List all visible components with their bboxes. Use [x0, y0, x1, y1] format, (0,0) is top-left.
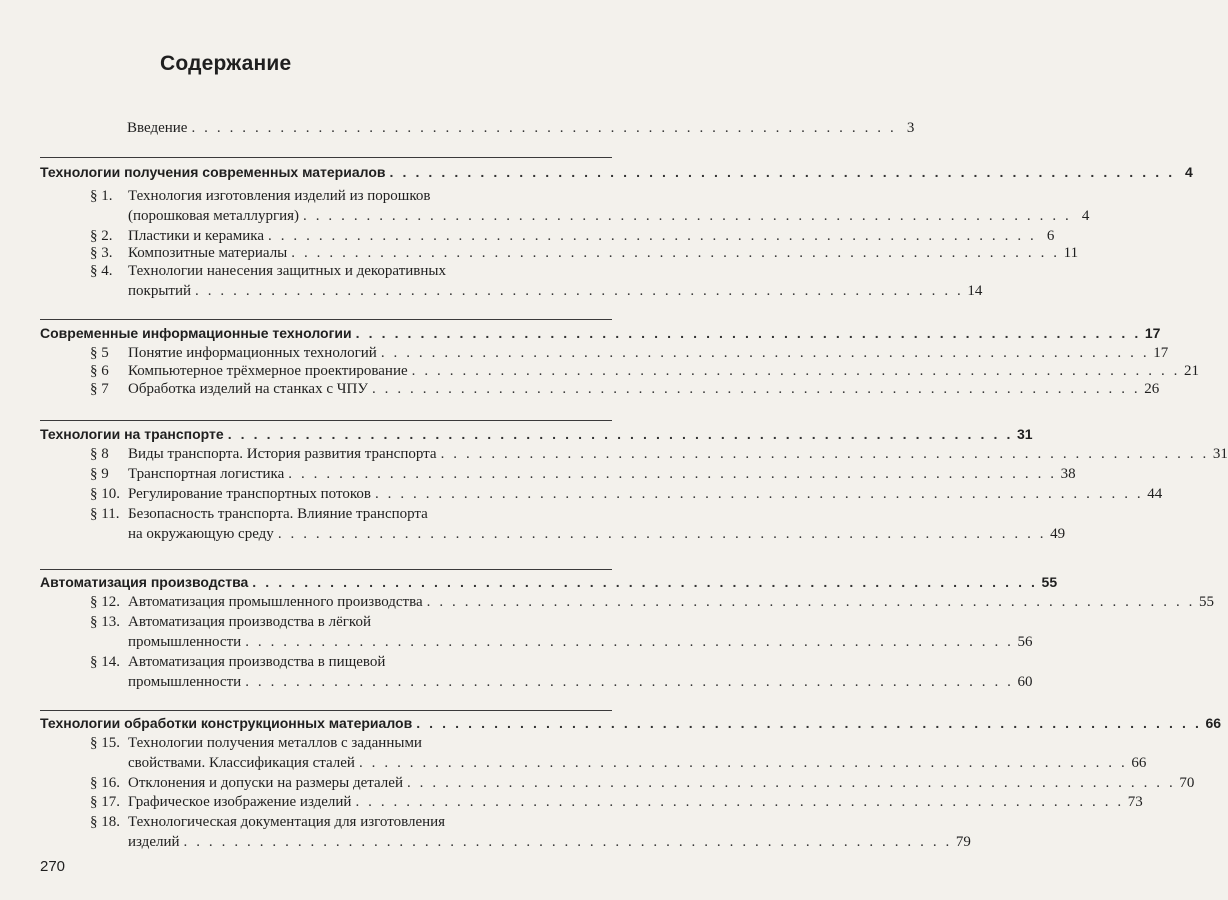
entry-page: 31	[1212, 446, 1228, 462]
section-title: Технологии на транспорте	[40, 426, 224, 442]
paragraph-number: § 14.	[90, 654, 120, 670]
entry-text: Транспортная логистика	[128, 466, 285, 482]
leader-dots: . . . . . . . . . . . . . . . . . . . . . . . . . . . . . . . . . . . . . . . . . . . . . . . . . . . . . . . . . . . . .	[291, 245, 1060, 261]
entry-line	[128, 832, 971, 852]
section-rule	[40, 319, 612, 320]
leader-dots: . . . . . . . . . . . . . . . . . . . . . . . . . . . . . . . . . . . . . . . . . . . . . . . . . . . . . . . . . . . . .	[277, 526, 1047, 542]
entry-text: Композитные материалы	[128, 245, 288, 261]
entry-line	[128, 733, 422, 753]
section-page: 55	[1041, 574, 1058, 590]
entry-text: Технологии получения металлов с заданными	[128, 735, 422, 751]
section-page: 31	[1016, 426, 1033, 442]
paragraph-number: § 8	[90, 446, 109, 462]
entry-page: 60	[1017, 674, 1033, 690]
section-page: 4	[1184, 164, 1193, 180]
entry-line	[128, 261, 446, 281]
entry-line	[128, 632, 1033, 652]
entry-page: 26	[1144, 381, 1160, 397]
section-page: 17	[1144, 325, 1161, 341]
leader-dots: . . . . . . . . . . . . . . . . . . . . . . . . . . . . . . . . . . . . . . . . . . . . . . . . . . . . . . . . . . . . .	[374, 486, 1144, 502]
entry-line	[128, 753, 1147, 773]
entry-line	[128, 812, 445, 832]
entry-text: свойствами. Классификация сталей	[128, 755, 355, 771]
entry-text: промышленности	[128, 634, 242, 650]
leader-dots: . . . . . . . . . . . . . . . . . . . . . . . . . . . . . . . . . . . . . . . . . . . . . . . . . . . . . . . . . . . . .	[440, 446, 1209, 462]
section-rule	[40, 569, 612, 570]
entry-line	[128, 444, 1228, 464]
section-rule	[40, 710, 612, 711]
entry-line	[128, 186, 430, 206]
entry-text: на окружающую среду	[128, 526, 274, 542]
leader-dots: . . . . . . . . . . . . . . . . . . . . . . . . . . . . . . . . . . . . . . . . . . . . . . . . . . . . . . . . . . . . .	[268, 228, 1037, 244]
entry-line	[128, 361, 1199, 381]
entry-line	[128, 281, 983, 301]
entry-line	[128, 612, 371, 632]
entry-text: (порошковая металлургия)	[128, 208, 300, 224]
entry-page: 17	[1153, 345, 1169, 361]
entry-page: 38	[1060, 466, 1076, 482]
entry-line	[128, 379, 1160, 399]
paragraph-number: § 18.	[90, 814, 120, 830]
section-page: 66	[1205, 715, 1222, 731]
section-heading	[40, 572, 1058, 592]
section-title: Технологии обработки конструкционных материалов	[40, 715, 413, 731]
paragraph-number: § 17.	[90, 794, 120, 810]
leader-dots: . . . . . . . . . . . . . . . . . . . . . . . . . . . . . . . . . . . . . . . . . . . . . . . . . . . . . . . . . . . . .	[371, 381, 1141, 397]
leader-dots: . . . . . . . . . . . . . . . . . . . . . . . . . . . . . . . . . . . . . . . . . . . . . . . . . . . . . . . . . . . . .	[183, 834, 952, 850]
entry-text: промышленности	[128, 674, 242, 690]
entry-page: 21	[1184, 363, 1199, 379]
toc-entry-intro	[127, 118, 915, 138]
paragraph-number: § 7	[90, 381, 109, 397]
entry-text: Автоматизация производства в пищевой	[128, 654, 386, 670]
paragraph-number: § 9	[90, 466, 109, 482]
section-title: Автоматизация производства	[40, 574, 249, 590]
entry-line	[128, 243, 1079, 263]
entry-text: Безопасность транспорта. Влияние транспорта	[128, 506, 428, 522]
entry-page: 55	[1199, 594, 1215, 610]
paragraph-number: § 10.	[90, 486, 120, 502]
entry-line	[128, 672, 1033, 692]
leader-dots: . . . . . . . . . . . . . . . . . . . . . . . . . . . . . . . . . . . . . . . . . . . . . . . . . . . . . . . . . . . . .	[355, 794, 1124, 810]
paragraph-number: § 11.	[90, 506, 120, 522]
entry-line	[128, 206, 1090, 226]
leader-dots: . . . . . . . . . . . . . . . . . . . . . . . . . . . . . . . . . . . . . . . . . . . . . . . . . . . . . . . . . . . . .	[245, 634, 1014, 650]
entry-page: 66	[1131, 755, 1147, 771]
entry-page: 44	[1147, 486, 1163, 502]
entry-text: Введение	[127, 120, 188, 136]
entry-text: Пластики и керамика	[128, 228, 265, 244]
section-title: Технологии получения современных материалов	[40, 164, 386, 180]
entry-text: Технологии нанесения защитных и декоративных	[128, 263, 446, 279]
entry-line	[128, 524, 1066, 544]
section-heading	[40, 713, 1222, 733]
paragraph-number: § 1.	[90, 188, 113, 204]
section-rule	[40, 420, 612, 421]
leader-dots: . . . . . . . . . . . . . . . . . . . . . . . . . . . . . . . . . . . . . . . . . . . . . . . . . . . . . . . . . . . . .	[288, 466, 1057, 482]
entry-text: Компьютерное трёхмерное проектирование	[128, 363, 408, 379]
entry-text: изделий	[128, 834, 180, 850]
entry-text: Технологическая документация для изготовления	[128, 814, 446, 830]
leader-dots: . . . . . . . . . . . . . . . . . . . . . . . . . . . . . . . . . . . . . . . . . . . . . . . . . . . . . . . . . . . . .	[355, 325, 1141, 341]
entry-page: 3	[906, 120, 915, 136]
paragraph-number: § 15.	[90, 735, 120, 751]
paragraph-number: § 6	[90, 363, 109, 379]
leader-dots: . . . . . . . . . . . . . . . . . . . . . . . . . . . . . . . . . . . . . . . . . . . . . . . . . . . . . . . . . . . . .	[416, 715, 1202, 731]
entry-line	[128, 484, 1163, 504]
page-title: Содержание	[160, 52, 292, 75]
entry-page: 70	[1179, 775, 1195, 791]
paragraph-number: § 2.	[90, 228, 113, 244]
leader-dots: . . . . . . . . . . . . . . . . . . . . . . . . . . . . . . . . . . . . . . . . . . . . . . . . . . . . . . . . . . . . .	[358, 755, 1128, 771]
section-heading	[40, 424, 1033, 444]
entry-line	[128, 652, 385, 672]
entry-page: 6	[1046, 228, 1055, 244]
entry-text: Регулирование транспортных потоков	[128, 486, 371, 502]
entry-line	[128, 792, 1143, 812]
entry-page: 14	[967, 283, 983, 299]
leader-dots: . . . . . . . . . . . . . . . . . . . . . . . . . . . . . . . . . . . . . . . . . . . . . . . . . . . . . . . . . . . . .	[303, 208, 1072, 224]
entry-line	[128, 343, 1169, 363]
entry-line	[128, 464, 1076, 484]
leader-dots: . . . . . . . . . . . . . . . . . . . . . . . . . . . . . . . . . . . . . . . . . . . . . . . . . . . . . . . . . . . . .	[411, 363, 1180, 379]
entry-line	[128, 592, 1215, 612]
leader-dots: . . . . . . . . . . . . . . . . . . . . . . . . . . . . . . . . . . . . . . . . . . . . . . . . . . . . . . . .	[191, 120, 897, 136]
page-number: 270	[40, 858, 66, 875]
paragraph-number: § 16.	[90, 775, 120, 791]
section-heading	[40, 323, 1161, 343]
leader-dots: . . . . . . . . . . . . . . . . . . . . . . . . . . . . . . . . . . . . . . . . . . . . . . . . . . . . . . . . . . . . .	[406, 775, 1176, 791]
entry-text: Отклонения и допуски на размеры деталей	[128, 775, 403, 791]
leader-dots: . . . . . . . . . . . . . . . . . . . . . . . . . . . . . . . . . . . . . . . . . . . . . . . . . . . . . . . . . . . . .	[380, 345, 1150, 361]
section-heading	[40, 162, 1193, 182]
paragraph-number: § 5	[90, 345, 109, 361]
entry-page: 49	[1050, 526, 1066, 542]
leader-dots: . . . . . . . . . . . . . . . . . . . . . . . . . . . . . . . . . . . . . . . . . . . . . . . . . . . . . . . . . . . . .	[252, 574, 1038, 590]
entry-text: Графическое изображение изделий	[128, 794, 352, 810]
section-title: Современные информационные технологии	[40, 325, 352, 341]
entry-line	[128, 773, 1195, 793]
leader-dots: . . . . . . . . . . . . . . . . . . . . . . . . . . . . . . . . . . . . . . . . . . . . . . . . . . . . . . . . . . . . .	[227, 426, 1013, 442]
section-rule	[40, 157, 612, 158]
entry-page: 11	[1063, 245, 1079, 261]
entry-text: Автоматизация промышленного производства	[128, 594, 423, 610]
paragraph-number: § 13.	[90, 614, 120, 630]
paragraph-number: § 4.	[90, 263, 113, 279]
leader-dots: . . . . . . . . . . . . . . . . . . . . . . . . . . . . . . . . . . . . . . . . . . . . . . . . . . . . . . . . . . . . .	[389, 164, 1175, 180]
leader-dots: . . . . . . . . . . . . . . . . . . . . . . . . . . . . . . . . . . . . . . . . . . . . . . . . . . . . . . . . . . . . .	[195, 283, 964, 299]
leader-dots: . . . . . . . . . . . . . . . . . . . . . . . . . . . . . . . . . . . . . . . . . . . . . . . . . . . . . . . . . . . . .	[426, 594, 1196, 610]
entry-text: Автоматизация производства в лёгкой	[128, 614, 371, 630]
entry-text: Технология изготовления изделий из порошков	[128, 188, 431, 204]
entry-page: 73	[1127, 794, 1143, 810]
entry-line	[128, 504, 428, 524]
entry-text: Понятие информационных технологий	[128, 345, 377, 361]
entry-text: покрытий	[128, 283, 192, 299]
entry-page: 79	[955, 834, 971, 850]
paragraph-number: § 3.	[90, 245, 113, 261]
entry-text: Виды транспорта. История развития транспорта	[128, 446, 437, 462]
entry-page: 56	[1017, 634, 1033, 650]
leader-dots: . . . . . . . . . . . . . . . . . . . . . . . . . . . . . . . . . . . . . . . . . . . . . . . . . . . . . . . . . . . . .	[245, 674, 1014, 690]
paragraph-number: § 12.	[90, 594, 120, 610]
entry-text: Обработка изделий на станках с ЧПУ	[128, 381, 368, 397]
entry-page: 4	[1081, 208, 1090, 224]
